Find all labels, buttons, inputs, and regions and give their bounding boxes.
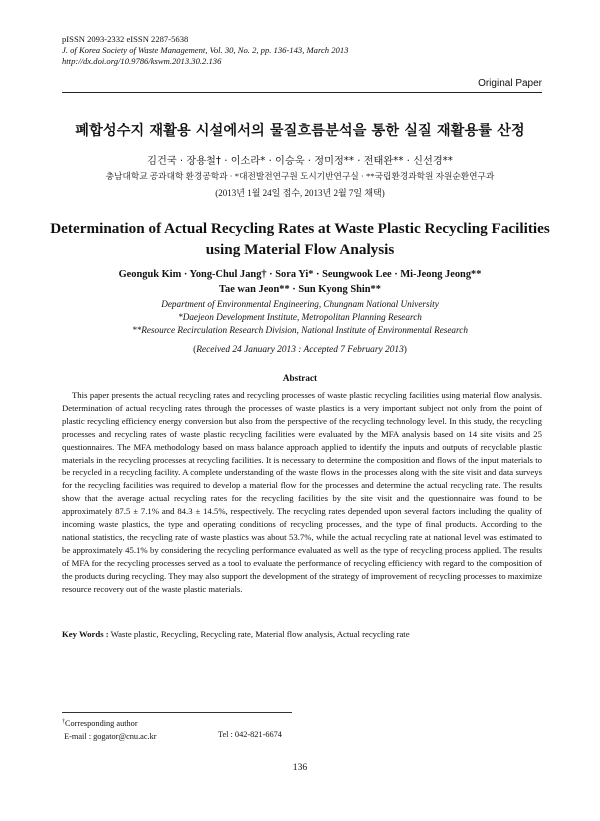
header-divider [62,92,542,93]
keywords-text: Waste plastic, Recycling, Recycling rate, Material flow analysis, Actual recycling rate [108,629,410,639]
footnote [62,716,282,743]
affiliation-3: **Resource Recirculation Research Division, National Institute of Environmental Research [132,325,468,335]
english-authors-line-1: Geonguk Kim · Yong-Chul Jang† · Sora Yi* · Seungwook Lee · Mi-Jeong Jeong** [118,269,482,280]
korean-affiliations: 충남대학교 공과대학 환경공학과 · *대전발전연구원 도시기반연구실 · **국립환경과학원 자원순환연구과 [105,171,495,181]
keywords-line [62,629,542,639]
keywords-label: Key Words : [62,629,109,639]
abstract-heading: Abstract [282,373,318,383]
abstract-body: This paper presents the actual recycling rates and recycling processes of waste plastic recycling facilities using material flow analysis. Determination of actual recycling rates through the processes of waste plastics is a very important subject not only from the point of plastic recycling efficiency energy conversion but also from the perspective of the recycling technology level. In this study, the recycling processes and recycling rates of waste plastic recycling facilities were evaluated by the MFA analysis based on 14 site visits and 25 questionnaires. The MFA methodology based on mass balance approach applied to identify the inputs and outputs of recyclable plastic materials in the recycling processes at recycling facilities. It is necessary to determine the composition and flows of the input materials to be recycled in a recycling facility. A complete understanding of the waste flows in the processes along with the site visit and data surveys for the recycling facilities was required to develop a material flow for the processes and determine the actual recycling rate. The results show that the average actual recycling rates for the recycling facilities by the site visit and the questionnaire was found to be approximately 87.5 ± 7.1% and 84.3 ± 14.5%, respectively. The recycling rates depended upon several factors including the quality of incoming waste plastics, the type and operating conditions of recycling processes, and the type of final products. According to the national statistics, the recycling rate of waste plastics was about 53.7%, while the actual recycling rate at national level was estimated to be approximately 45.1% by considering the recycling performance evaluated as well as the type of recycling process applied. The results of MFA for the recycling processes served as a tool to evaluate the performance of recycling efficiency with regard to the composition of the products during recycling. They may also support the development of the strategy of improvement of recycling processes to maximize resource recovery out of the waste plastic materials. [62,390,542,594]
english-title: Determination of Actual Recycling Rates at Waste Plastic Recycling Facilities using Material Flow Analysis [50,220,550,258]
korean-received-date: (2013년 1월 24일 접수, 2013년 2월 7일 채택) [215,188,385,198]
article-type-label: Original Paper [478,78,542,89]
affiliation-1: Department of Environmental Engineering, Chungnam National University [161,299,439,309]
doi-link[interactable]: http://dx.doi.org/10.9786/kswm.2013.30.2.136 [62,56,222,67]
english-affiliations [40,298,560,337]
corresponding-email[interactable]: E-mail : gogator@cnu.ac.kr [62,731,157,741]
journal-header [62,34,542,68]
received-text: Received 24 January 2013 : Accepted 7 February 2013 [196,345,404,355]
received-close-paren: ) [403,345,407,355]
english-authors [40,268,560,297]
english-authors-line-2: Tae wan Jeon** · Sun Kyong Shin** [219,283,381,295]
corresponding-tel: Tel : 042-821-6674 [218,729,282,739]
korean-title: 폐합성수지 재활용 시설에서의 물질흐름분석을 통한 실질 재활용률 산정 [75,123,525,139]
dagger-mark: † [62,719,65,725]
affiliation-2: *Daejeon Development Institute, Metropolitan Planning Research [178,312,422,322]
issn-line: pISSN 2093-2332 eISSN 2287-5638 [62,34,189,44]
received-open-paren: ( [193,345,197,355]
korean-authors: 김건국 · 장용철† · 이소라* · 이승욱 · 정미정** · 전태완** · 신선경** [147,156,453,167]
page-number: 136 [292,762,308,773]
corresponding-author-label: Corresponding author [65,719,138,728]
journal-citation: J. of Korea Society of Waste Management, Vol. 30, No. 2, pp. 136-143, March 2013 [62,45,349,56]
footnote-divider [62,712,292,713]
english-received-date [40,345,560,355]
